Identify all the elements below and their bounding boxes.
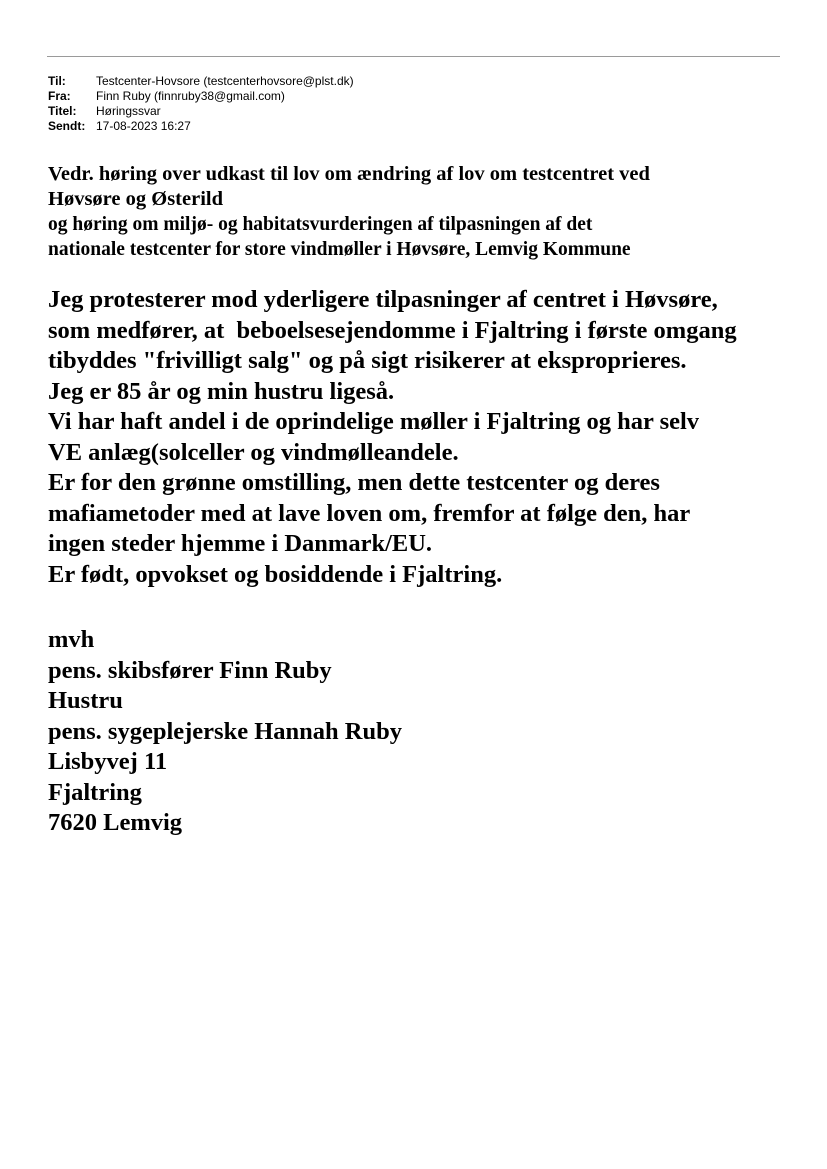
title-row <box>48 104 354 119</box>
body-line: VE anlæg(solceller og vindmølleandele. <box>48 438 459 466</box>
address-street: Lisbyvej 11 <box>48 748 168 775</box>
body-line: Jeg er 85 år og min hustru ligeså. <box>48 377 395 405</box>
title-label: Titel: <box>48 104 77 118</box>
body-line: Er for den grønne omstilling, men dette testcenter og deres <box>48 469 660 496</box>
header-divider <box>47 56 780 57</box>
body-line: som medfører, at beboelsesejendomme i Fjaltring i første omgang <box>48 316 737 344</box>
body-line: mafiametoder med at lave loven om, fremfor at følge den, har <box>48 499 691 527</box>
subject-line: nationale testcenter for store vindmøller i Høvsøre, Lemvig Kommune <box>48 239 631 260</box>
from-value: Finn Ruby (finnruby38@gmail.com) <box>96 89 285 103</box>
subject-line: og høring om miljø- og habitatsvurderingen af tilpasningen af det <box>48 214 593 235</box>
to-value: Testcenter-Hovsore (testcenterhovsore@plst.dk) <box>96 74 354 88</box>
address-town: Fjaltring <box>48 778 142 806</box>
from-label: Fra: <box>48 89 71 103</box>
subject-line: Vedr. høring over udkast til lov om ændring af lov om testcentret ved <box>48 163 650 185</box>
body-line: tibyddes "frivilligt salg" og på sigt risikerer at eksproprieres. <box>48 347 687 374</box>
to-row <box>48 74 354 89</box>
subject-line: Høvsøre og Østerild <box>48 188 223 210</box>
sent-value: 17-08-2023 16:27 <box>96 119 191 133</box>
body-line: Er født, opvokset og bosiddende i Fjaltring. <box>48 560 503 588</box>
signature-block <box>48 625 402 839</box>
title-value: Høringssvar <box>96 104 161 118</box>
email-header <box>48 74 354 134</box>
body-line: ingen steder hjemme i Danmark/EU. <box>48 530 433 557</box>
subject-heading <box>48 162 788 262</box>
to-label: Til: <box>48 74 66 88</box>
from-row <box>48 89 354 104</box>
letter-body <box>48 285 788 590</box>
signature-closing: mvh <box>48 626 95 653</box>
sent-label: Sendt: <box>48 119 86 133</box>
signature-line: pens. skibsfører Finn Ruby <box>48 656 332 684</box>
address-postcode: 7620 Lemvig <box>48 809 183 836</box>
signature-line: pens. sygeplejerske Hannah Ruby <box>48 717 402 745</box>
body-line: Vi har haft andel i de oprindelige møller i Fjaltring og har selv <box>48 408 700 435</box>
body-line: Jeg protesterer mod yderligere tilpasninger af centret i Høvsøre, <box>48 286 718 313</box>
signature-line: Hustru <box>48 687 123 714</box>
sent-row <box>48 119 354 134</box>
